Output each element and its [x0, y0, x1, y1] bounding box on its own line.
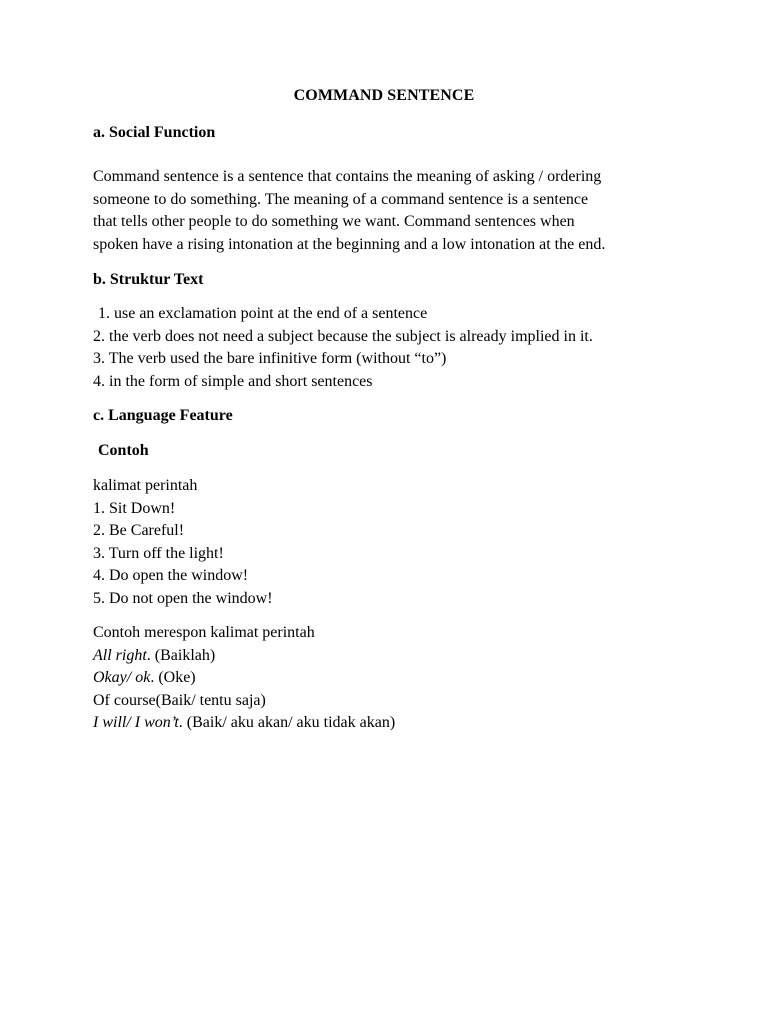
list-item: 2. the verb does not need a subject because the subject is already implied in it. — [93, 327, 593, 345]
response-translation: . (Oke) — [150, 669, 196, 687]
response-translation: Of course(Baik/ tentu saja) — [93, 691, 266, 709]
response-translation: . (Baik/ aku akan/ aku tidak akan) — [178, 714, 396, 732]
response-translation: . (Baiklah) — [146, 646, 216, 664]
examples-list — [93, 475, 273, 611]
examples-label: kalimat perintah — [93, 477, 198, 494]
heading-language-feature: c. Language Feature — [93, 407, 233, 424]
list-item — [93, 690, 395, 713]
list-item: 4. in the form of simple and short sentences — [93, 372, 373, 390]
paragraph-line: spoken have a rising intonation at the beginning and a low intonation at the end. — [93, 235, 606, 253]
response-phrase: Okay/ ok — [93, 669, 151, 687]
list-item: 5. Do not open the window! — [93, 589, 273, 607]
struktur-list — [93, 303, 593, 393]
list-item: 3. The verb used the bare infinitive form (without “to”) — [93, 350, 447, 368]
list-item — [93, 712, 395, 735]
list-item: 1. Sit Down! — [93, 499, 176, 517]
responses-list — [93, 622, 395, 735]
heading-contoh: Contoh — [98, 442, 149, 459]
list-item — [93, 667, 395, 690]
list-item: 2. Be Careful! — [93, 522, 185, 540]
responses-label: Contoh merespon kalimat perintah — [93, 624, 315, 641]
paragraph-line: someone to do something. The meaning of a command sentence is a sentence — [93, 190, 589, 208]
response-phrase: I will/ I won’t — [93, 714, 179, 732]
social-function-paragraph — [93, 166, 693, 256]
response-phrase: All right — [93, 646, 147, 664]
heading-social-function: a. Social Function — [93, 124, 216, 141]
paragraph-line: Command sentence is a sentence that contains the meaning of asking / ordering — [93, 168, 602, 185]
list-item: 4. Do open the window! — [93, 567, 249, 585]
list-item: 3. Turn off the light! — [93, 544, 224, 562]
list-item: 1. use an exclamation point at the end of a sentence — [98, 305, 428, 322]
page-title: COMMAND SENTENCE — [293, 87, 475, 104]
paragraph-line: that tells other people to do something we want. Command sentences when — [93, 213, 575, 231]
heading-struktur-text: b. Struktur Text — [93, 271, 204, 288]
list-item — [93, 645, 395, 668]
